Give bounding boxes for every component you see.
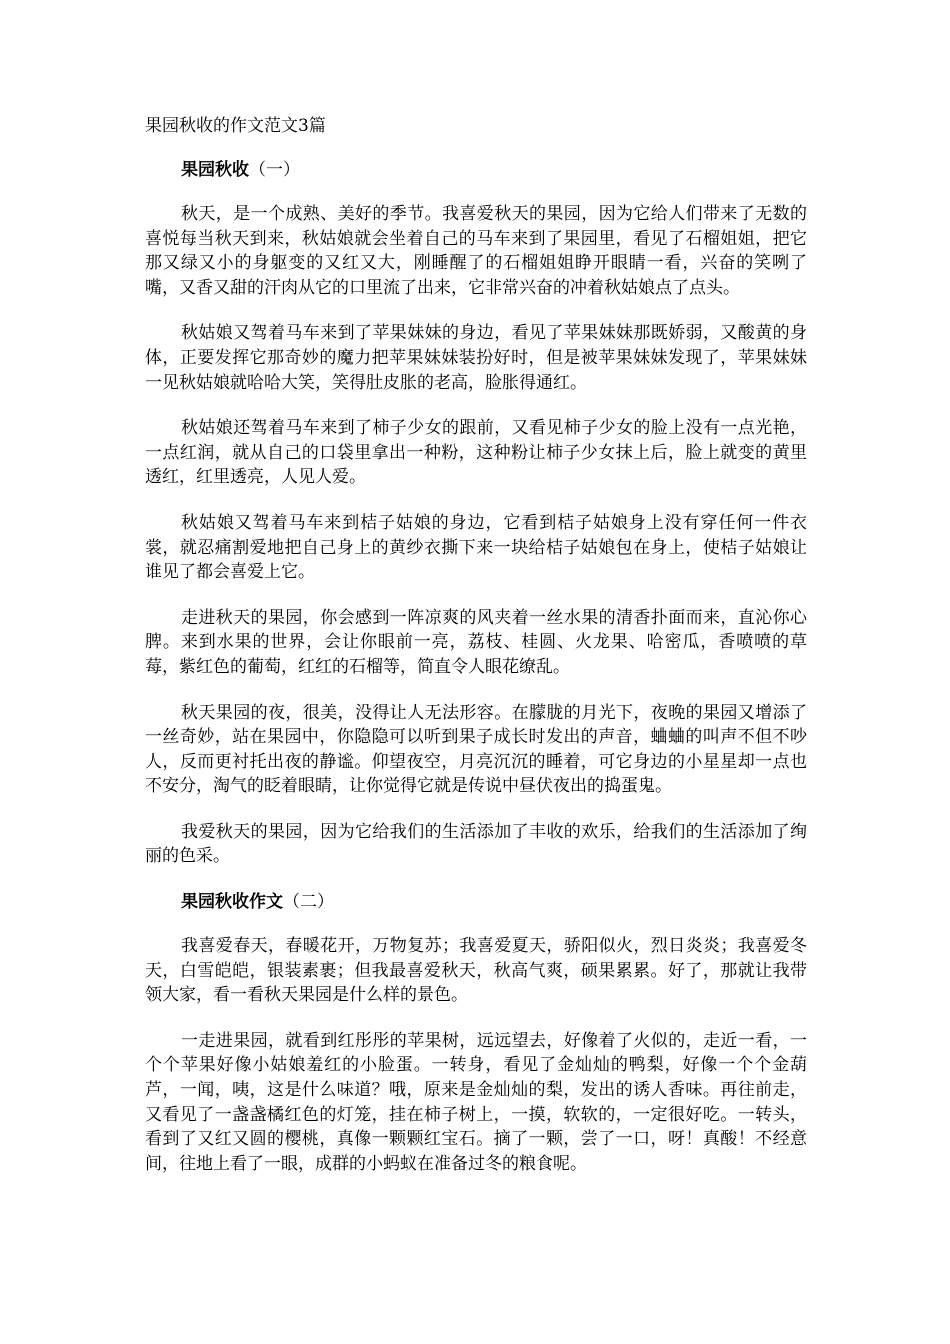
section-heading-1 [145,158,807,182]
section-heading-2-title: 果园秋收作文 [181,892,283,913]
paragraph: 一走进果园，就看到红彤彤的苹果树，远远望去，好像着了火似的，走近一看，一个个苹果好像小姑娘羞红的小脸蛋。一转身，看见了金灿灿的鸭梨，好像一个个金葫芦，一闻，咦，这是什么味道？哦，原来是金灿灿的梨，发出的诱人香味。再往前走，又看见了一盏盏橘红色的灯笼，挂在柿子树上，一摸，软软的，一定很好吃。一转头，看到了又红又圆的樱桃，真像一颗颗红宝石。摘了一颗，尝了一口，呀！真酸！不经意间，往地上看了一眼，成群的小蚂蚁在准备过冬的粮食呢。 [145,1030,807,1174]
section-heading-2 [145,890,807,914]
paragraph: 我喜爱春天，春暖花开，万物复苏；我喜爱夏天，骄阳似火，烈日炎炎；我喜爱冬天，白雪皑皑，银装素裹；但我最喜爱秋天，秋高气爽，硕果累累。好了，那就让我带领大家，看一看秋天果园是什么样的景色。 [145,936,807,1006]
document-page [145,114,807,1197]
paragraph: 走进秋天的果园，你会感到一阵凉爽的风夹着一丝水果的清香扑面而来，直沁你心脾。来到水果的世界，会让你眼前一亮，荔枝、桂圆、火龙果、哈密瓜，香喷喷的草莓，紫红色的葡萄，红红的石榴等，简直令人眼花缭乱。 [145,607,807,677]
section-heading-1-title: 果园秋收 [181,160,249,180]
paragraph: 秋姑娘又驾着马车来到桔子姑娘的身边，它看到桔子姑娘身上没有穿任何一件衣裳，就忍痛割爱地把自己身上的黄纱衣撕下来一块给桔子姑娘包在身上，使桔子姑娘让谁见了都会喜爱上它。 [145,512,807,583]
paragraph: 秋天果园的夜，很美，没得让人无法形容。在朦胧的月光下，夜晚的果园又增添了一丝奇妙，站在果园中，你隐隐可以听到果子成长时发出的声音，蛐蛐的叫声不但不吵人，反而更衬托出夜的静谧。仰望夜空，月亮沉沉的睡着，可它身边的小星星却一点也不安分，淘气的眨着眼睛，让你觉得它就是传说中昼伏夜出的捣蛋鬼。 [145,702,807,797]
document-title: 果园秋收的作文范文3篇 [145,116,326,136]
paragraph: 我爱秋天的果园，因为它给我们的生活添加了丰收的欢乐，给我们的生活添加了绚丽的色采。 [145,821,807,867]
paragraph: 秋天，是一个成熟、美好的季节。我喜爱秋天的果园，因为它给人们带来了无数的喜悦每当秋天到来，秋姑娘就会坐着自己的马车来到了果园里，看见了石榴姐姐，把它那又绿又小的身躯变的又红又大，刚睡醒了的石榴姐姐睁开眼睛一看，兴奋的笑咧了嘴，又香又甜的汗肉从它的口里流了出来，它非常兴奋的冲着秋姑娘点了点头。 [145,204,807,298]
section-heading-1-suffix: （一） [249,160,300,180]
paragraph: 秋姑娘还驾着马车来到了柿子少女的跟前，又看见柿子少女的脸上没有一点光艳，一点红润，就从自己的口袋里拿出一种粉，这种粉让柿子少女抹上后，脸上就变的黄里透红，红里透亮，人见人爱。 [145,418,807,488]
paragraph: 秋姑娘又驾着马车来到了苹果妹妹的身边，看见了苹果妹妹那既娇弱，又酸黄的身体，正要发挥它那奇妙的魔力把苹果妹妹装扮好时，但是被苹果妹妹发现了，苹果妹妹一见秋姑娘就哈哈大笑，笑得肚皮胀的老高，脸胀得通红。 [145,323,807,393]
section-heading-2-suffix: （二） [283,892,334,913]
